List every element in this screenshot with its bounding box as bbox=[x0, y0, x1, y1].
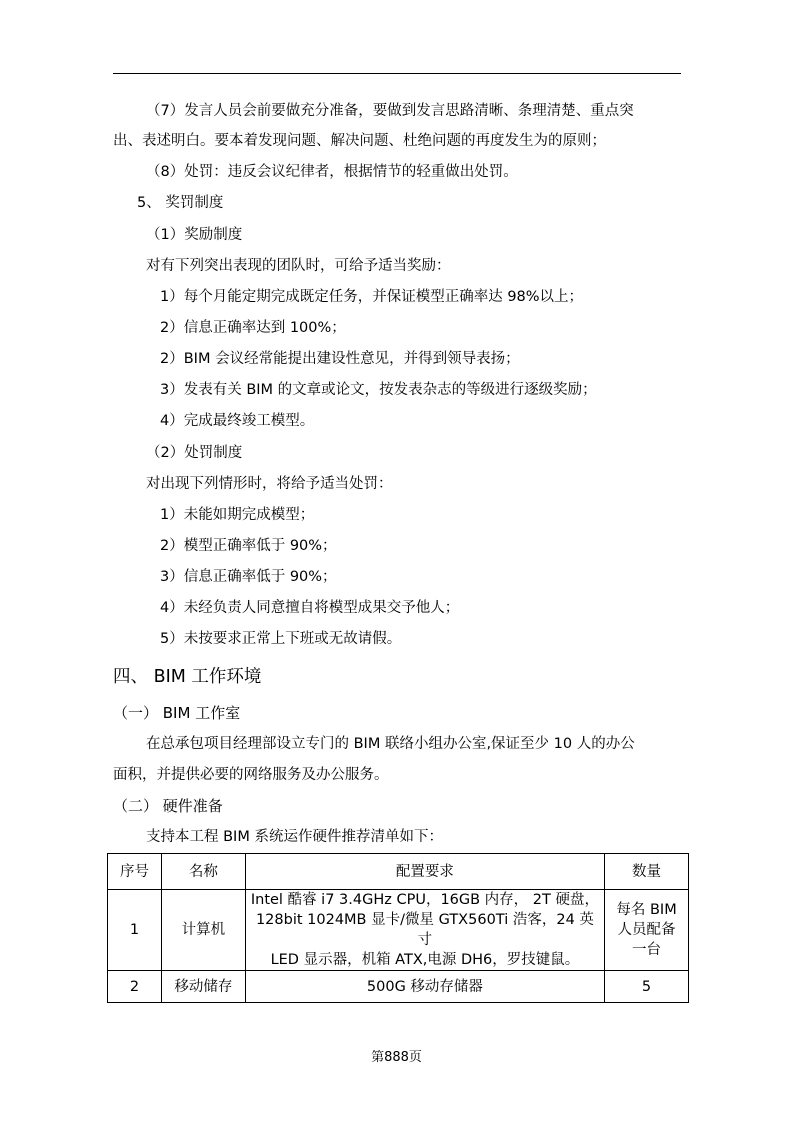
cell-qty bbox=[605, 971, 689, 1003]
cell-no: 1 bbox=[108, 890, 162, 971]
paragraph-8: （8）处罚：违反会议纪律者，根据情节的轻重做出处罚。 bbox=[146, 164, 518, 180]
paragraph-7-line-2: 出、表述明白。要本着发现问题、解决问题、杜绝问题的再度发生为的原则； bbox=[113, 133, 606, 149]
subsection-1-heading: （一） BIM 工作室 bbox=[113, 704, 241, 722]
cell-spec bbox=[245, 971, 604, 1003]
hardware-intro: 支持本工程 BIM 系统运作硬件推荐清单如下： bbox=[146, 829, 443, 845]
reward-item: 2）BIM 会议经常能提出建设性意见，并得到领导表扬； bbox=[160, 351, 520, 367]
penalty-item: 1）未能如期完成模型； bbox=[160, 507, 315, 523]
cell-qty bbox=[605, 890, 689, 971]
paragraph-7-line-1: （7）发言人员会前要做充分准备，要做到发言思路清晰、条理清楚、重点突 bbox=[146, 103, 634, 119]
reward-item: 4）完成最终竣工模型。 bbox=[160, 413, 315, 429]
cell-name: 移动储存 bbox=[161, 971, 245, 1003]
header-cell-spec: 配置要求 bbox=[245, 854, 604, 890]
reward-item: 3）发表有关 BIM 的文章或论文，按发表杂志的等级进行逐级奖励； bbox=[160, 382, 597, 398]
section-5-heading: 5、 奖罚制度 bbox=[137, 195, 224, 211]
office-paragraph-line-2: 面积，并提供必要的网络服务及办公服务。 bbox=[113, 767, 389, 783]
hardware-table bbox=[107, 853, 689, 1003]
subsection-2-heading: （二） 硬件准备 bbox=[113, 797, 223, 815]
header-cell-name: 名称 bbox=[161, 854, 245, 890]
office-paragraph-line-1: 在总承包项目经理部设立专门的 BIM 联络小组办公室,保证至少 10 人的办公 bbox=[146, 736, 635, 752]
penalty-item: 5）未按要求正常上下班或无故请假。 bbox=[160, 631, 402, 647]
qty-line: 5 bbox=[641, 978, 652, 995]
reward-item: 2）信息正确率达到 100%； bbox=[160, 320, 346, 336]
cell-name: 计算机 bbox=[161, 890, 245, 971]
reward-intro: 对有下列突出表现的团队时，可给予适当奖励： bbox=[146, 258, 451, 274]
spec-line: Intel 酷睿 i7 3.4GHz CPU，16GB 内存， 2T 硬盘， bbox=[250, 892, 599, 908]
penalty-item: 2）模型正确率低于 90%； bbox=[160, 538, 337, 554]
penalty-item: 3）信息正确率低于 90%； bbox=[160, 569, 337, 585]
header-rule bbox=[113, 73, 681, 74]
cell-no: 2 bbox=[108, 971, 162, 1003]
spec-line: 128bit 1024MB 显卡/微星 GTX560Ti 浩客，24 英寸 bbox=[255, 912, 594, 948]
section-4-heading: 四、 BIM 工作环境 bbox=[113, 667, 262, 687]
header-cell-qty: 数量 bbox=[605, 854, 689, 890]
qty-line: 一台 bbox=[632, 942, 662, 958]
cell-spec bbox=[245, 890, 604, 971]
reward-system-title: （1）奖励制度 bbox=[146, 227, 243, 243]
page-number: 第888页 bbox=[371, 1050, 422, 1065]
penalty-system-title: （2）处罚制度 bbox=[146, 445, 243, 461]
penalty-item: 4）未经负责人同意擅自将模型成果交予他人； bbox=[160, 600, 460, 616]
table-row bbox=[108, 971, 689, 1003]
table-row bbox=[108, 890, 689, 971]
qty-line: 每名 BIM bbox=[616, 902, 677, 918]
table-header-row bbox=[108, 854, 689, 890]
reward-item: 1）每个月能定期完成既定任务，并保证模型正确率达 98%以上； bbox=[160, 289, 584, 305]
spec-line: 500G 移动存储器 bbox=[366, 978, 483, 995]
header-cell-no: 序号 bbox=[108, 854, 162, 890]
qty-line: 人员配备 bbox=[617, 922, 676, 938]
penalty-intro: 对出现下列情形时，将给予适当处罚： bbox=[146, 476, 393, 492]
spec-line: LED 显示器，机箱 ATX,电源 DH6，罗技键鼠。 bbox=[270, 952, 580, 968]
